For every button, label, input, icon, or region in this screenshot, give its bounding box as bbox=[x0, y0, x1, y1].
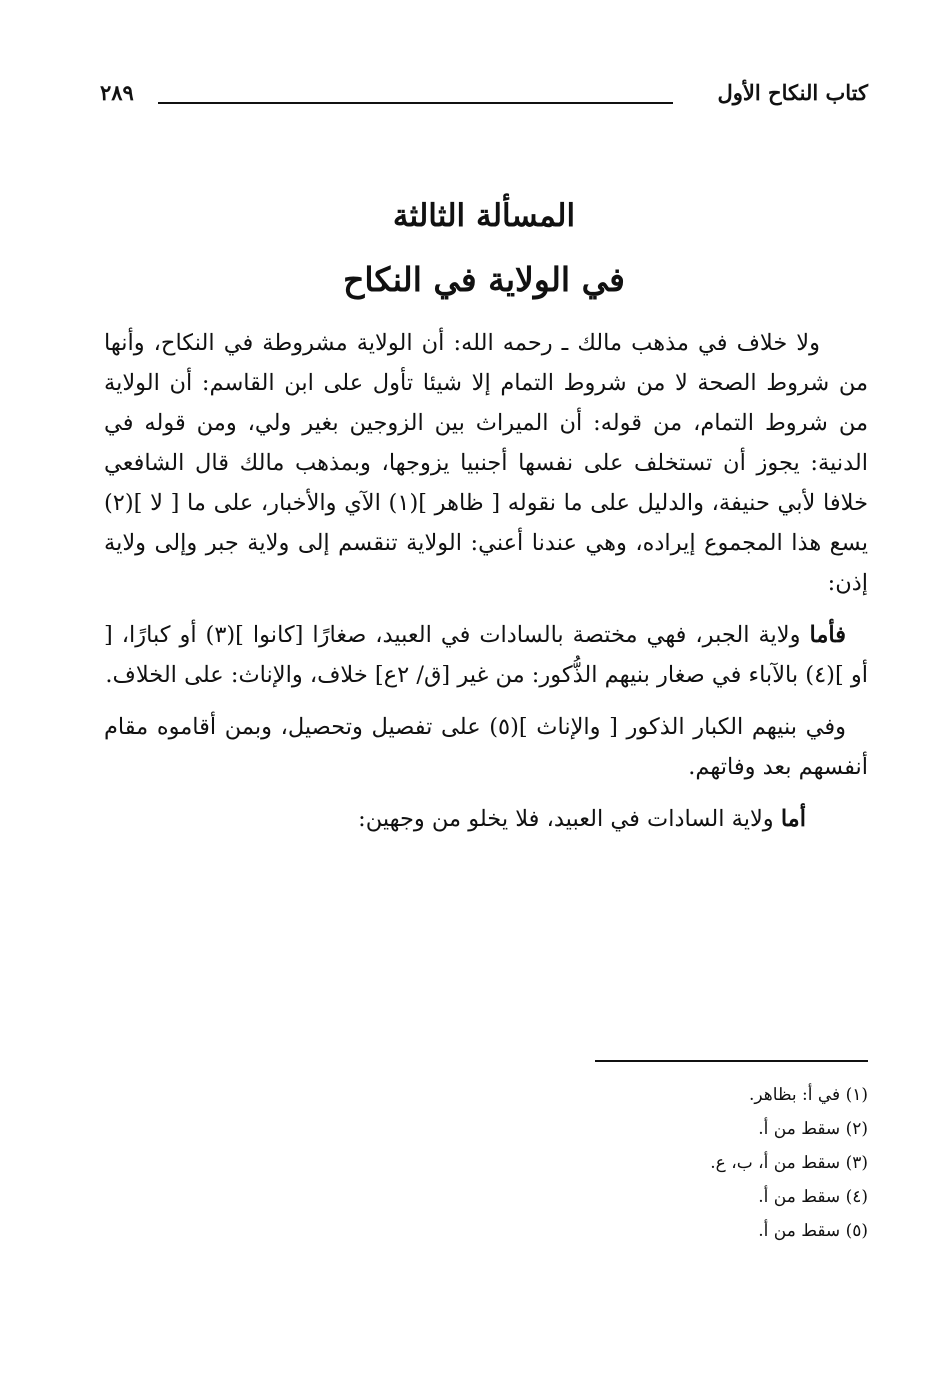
topic-heading: في الولاية في النكاح bbox=[343, 260, 625, 299]
header-rule bbox=[158, 102, 673, 104]
paragraph-4-lead: أما bbox=[780, 806, 806, 832]
paragraph-4 bbox=[104, 799, 868, 839]
page-header bbox=[100, 78, 868, 118]
paragraph-3: وفي بنيهم الكبار الذكور [ والإناث ](٥) على تفصيل وتحصيل، وبمن أقاموه مقام أنفسهم بعد وفاتهم. bbox=[104, 714, 868, 780]
footnote-2: (٢) سقط من أ. bbox=[758, 1119, 868, 1139]
paragraph-4-text: ولاية السادات في العبيد، فلا يخلو من وجهين: bbox=[358, 806, 781, 832]
running-title: كتاب النكاح الأول bbox=[717, 80, 868, 105]
issue-heading: المسألة الثالثة bbox=[392, 198, 576, 234]
footnote-5: (٥) سقط من أ. bbox=[758, 1221, 868, 1241]
paragraph-1: ولا خلاف في مذهب مالك ـ رحمه الله: أن الولاية مشروطة في النكاح، وأنها من شروط الصحة لا من شروط التمام إلا شيئا تأول على ابن القاسم: أن الولاية من شروط التمام، من قوله: أن الميراث بين الزوجين بغير ولي، ومن قوله في الدنية: يجوز أن تستخلف على نفسها أجنبيا يزوجها، وبمذهب مالك قال الشافعي خلافا لأبي حنيفة، والدليل على ما نقوله [ ظاهر ](١) الآي والأخبار، على ما [ لا ](٢) يسع هذا المجموع إيراده، وهي عندنا أعني: الولاية تنقسم إلى ولاية جبر وإلى ولاية إذن: bbox=[104, 330, 868, 596]
footnote-rule bbox=[595, 1060, 868, 1062]
footnote-1: (١) في أ: بظاهر. bbox=[749, 1085, 868, 1105]
paragraph-2 bbox=[104, 615, 868, 695]
footnote-4: (٤) سقط من أ. bbox=[758, 1187, 868, 1207]
paragraph-2-lead: فأما bbox=[809, 622, 846, 648]
footnote-3: (٣) سقط من أ، ب، ع. bbox=[710, 1153, 868, 1173]
body-text bbox=[104, 323, 868, 839]
paragraph-2-text: ولاية الجبر، فهي مختصة بالسادات في العبيد، صغارًا [كانوا ](٣) أو كبارًا، [ أو ](٤) بالآباء في صغار بنيهم الذُّكور: من غير [ق/ ٢ع] خلاف، والإناث: على الخلاف. bbox=[104, 622, 868, 688]
page-number: ٢٨٩ bbox=[100, 80, 134, 105]
footnotes bbox=[560, 1078, 868, 1248]
